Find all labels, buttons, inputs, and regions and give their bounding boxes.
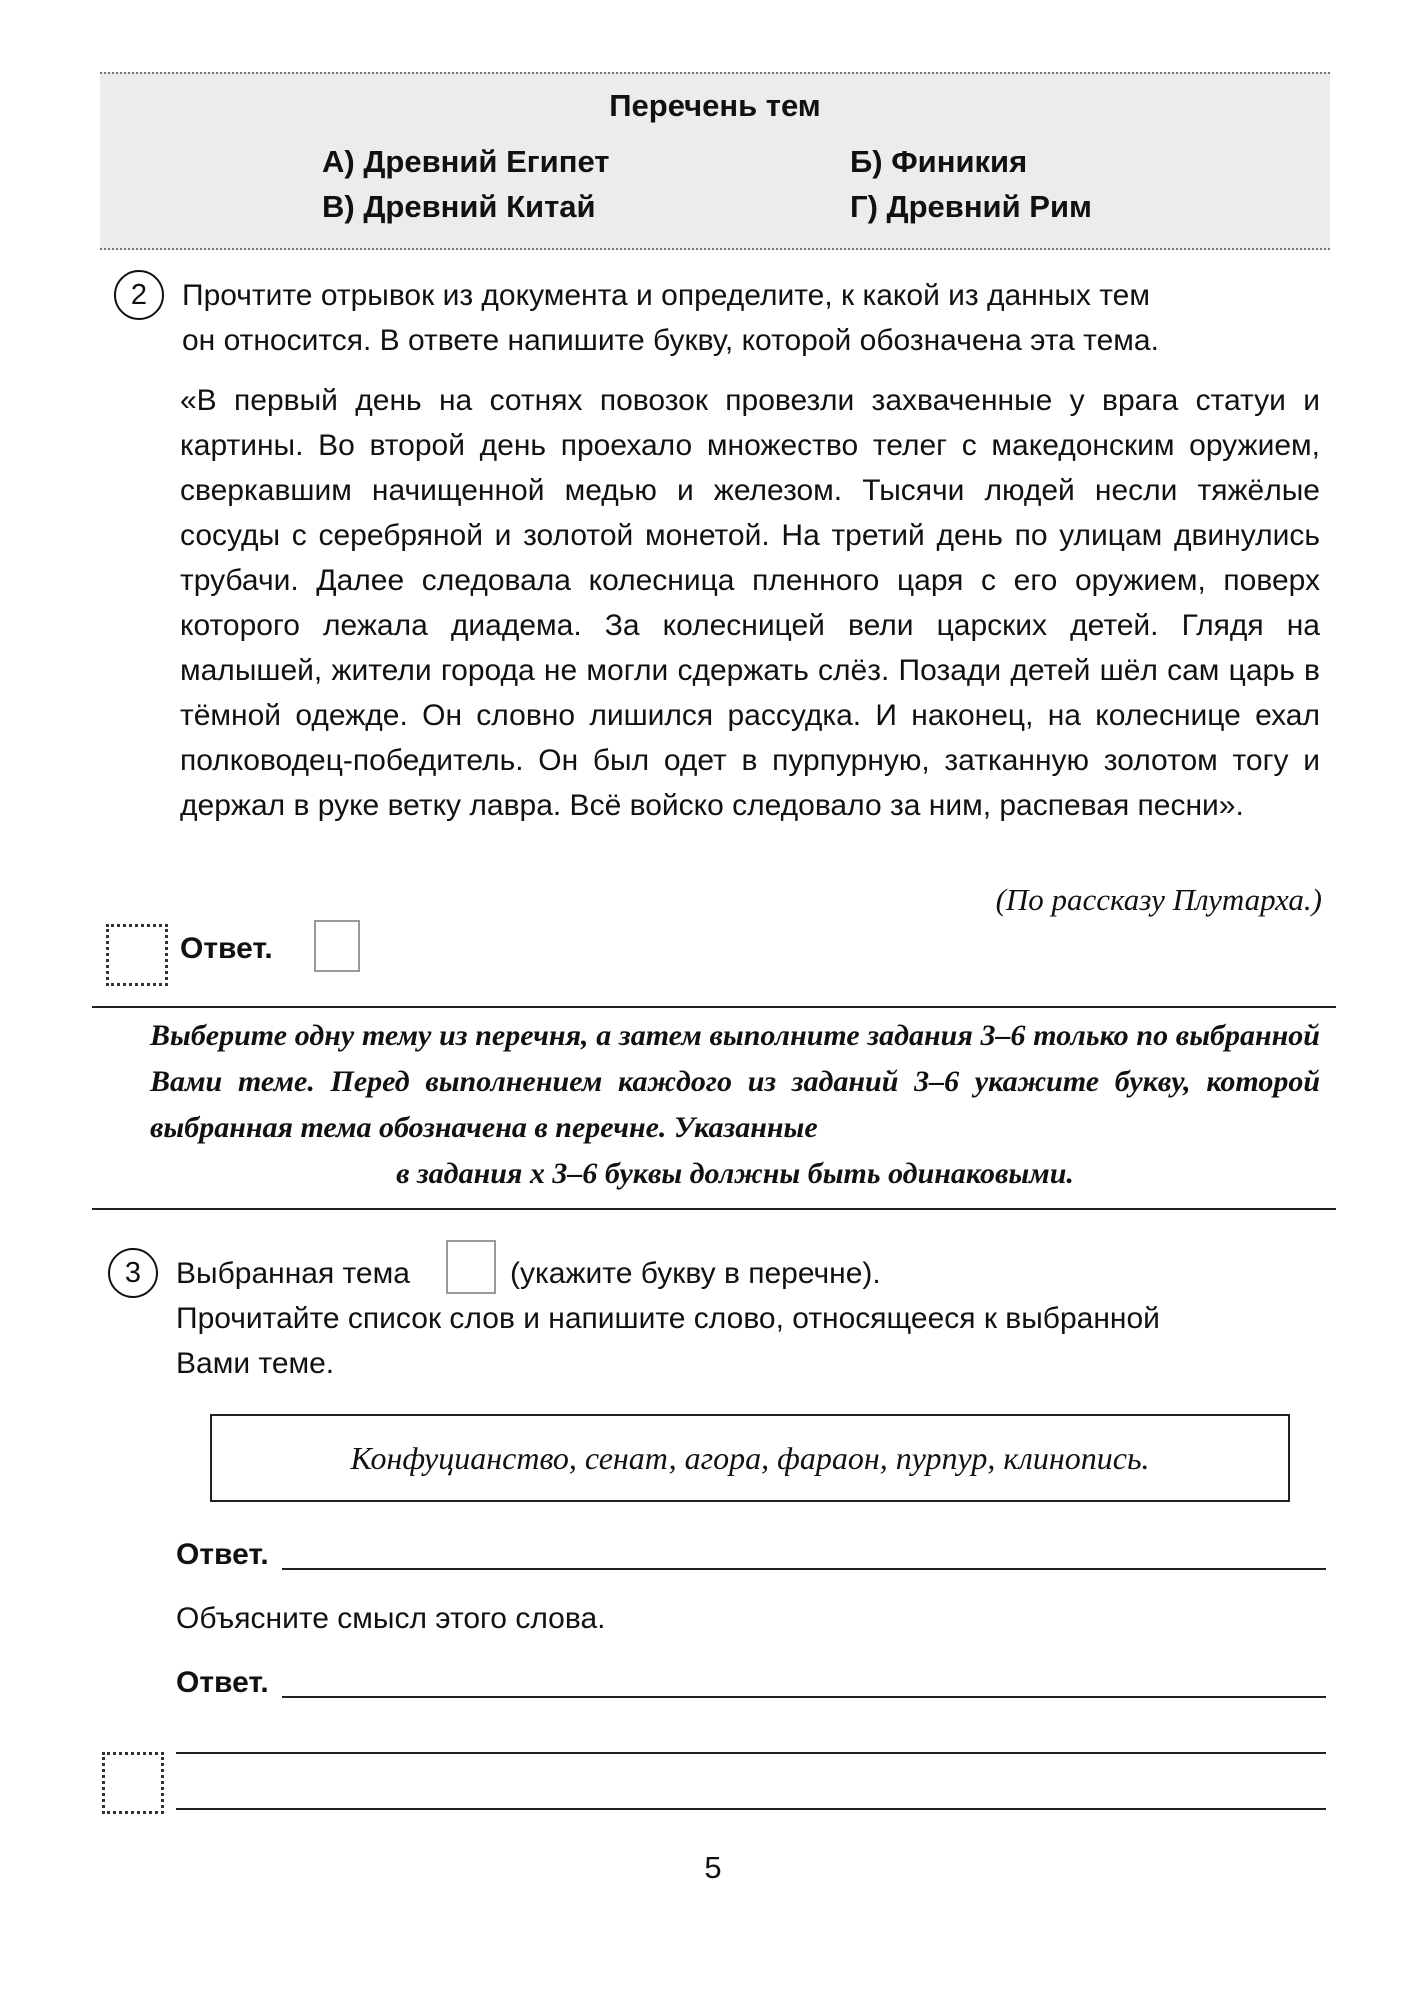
task3-question-line1: Прочитайте список слов и напишите слово, относящееся к выбранной xyxy=(176,1302,1160,1335)
instructions-main: Выберите одну тему из перечня, а затем выполните задания 3–6 только по выбранной Вами теме. Перед выполнением каждого из заданий 3–6 укажите букву, которой выбранная тема обозначена в перечне. Указанные xyxy=(150,1019,1320,1144)
instructions xyxy=(150,1013,1320,1197)
page-number: 5 xyxy=(704,1850,722,1885)
topic-a: А) Древний Египет xyxy=(322,144,610,179)
topics-title: Перечень тем xyxy=(609,88,821,123)
task2-question-line2: он относится. В ответе напишите букву, которой обозначена эта тема. xyxy=(182,324,1159,357)
task2-answer-label: Ответ. xyxy=(180,932,273,965)
task3-chosen-topic-hint: (укажите букву в перечне). xyxy=(510,1257,881,1290)
instructions-last: в задания х 3–6 буквы должны быть одинаковыми. xyxy=(396,1157,1074,1190)
task2-answer-cell[interactable] xyxy=(314,920,360,972)
topic-g: Г) Древний Рим xyxy=(850,189,1092,224)
task3-answer-line[interactable] xyxy=(282,1568,1326,1570)
task3-question-line2: Вами теме. xyxy=(176,1347,335,1380)
explain-answer-line-1[interactable] xyxy=(282,1696,1326,1698)
task3-number: 3 xyxy=(108,1248,158,1298)
task3-score-box xyxy=(102,1752,164,1814)
task2-score-box xyxy=(106,924,168,986)
explain-answer-line-2[interactable] xyxy=(176,1752,1326,1754)
task2-question-line1: Прочтите отрывок из документа и определите, к какой из данных тем xyxy=(182,279,1150,312)
task3-chosen-topic-label: Выбранная тема xyxy=(176,1257,410,1290)
divider-bottom xyxy=(92,1208,1336,1210)
passage-source: (По рассказу Плутарха.) xyxy=(995,882,1322,917)
topic-v: В) Древний Китай xyxy=(322,189,596,224)
explain-answer-line-3[interactable] xyxy=(176,1808,1326,1810)
word-list-box: Конфуцианство, сенат, агора, фараон, пурпур, клинопись. xyxy=(210,1414,1290,1502)
task3-answer-label: Ответ. xyxy=(176,1538,269,1571)
task3-topic-letter-cell[interactable] xyxy=(446,1240,496,1294)
divider-top xyxy=(92,1006,1336,1008)
explain-answer-label: Ответ. xyxy=(176,1666,269,1699)
topic-b: Б) Финикия xyxy=(850,144,1028,179)
explain-prompt: Объясните смысл этого слова. xyxy=(176,1602,606,1635)
document-passage: «В первый день на сотнях повозок провезли захваченные у врага статуи и картины. Во второй день проехало множество телег с македонским оружием, сверкавшим начищенной медью и железом. Тысячи людей несли тяжёлые сосуды с серебряной и золотой монетой. На третий день по улицам двинулись трубачи. Далее следовала колесница пленного царя с его оружием, поверх которого лежала диадема. За колесницей вели царских детей. Глядя на малышей, жители города не могли сдержать слёз. Позади детей шёл сам царь в тёмной одежде. Он словно лишился рассудка. И наконец, на колеснице ехал полководец-победитель. Он был одет в пурпурную, затканную золотом тогу и держал в руке ветку лавра. Всё войско следовало за ним, распевая песни». xyxy=(180,384,1320,822)
task2-number: 2 xyxy=(114,270,164,320)
